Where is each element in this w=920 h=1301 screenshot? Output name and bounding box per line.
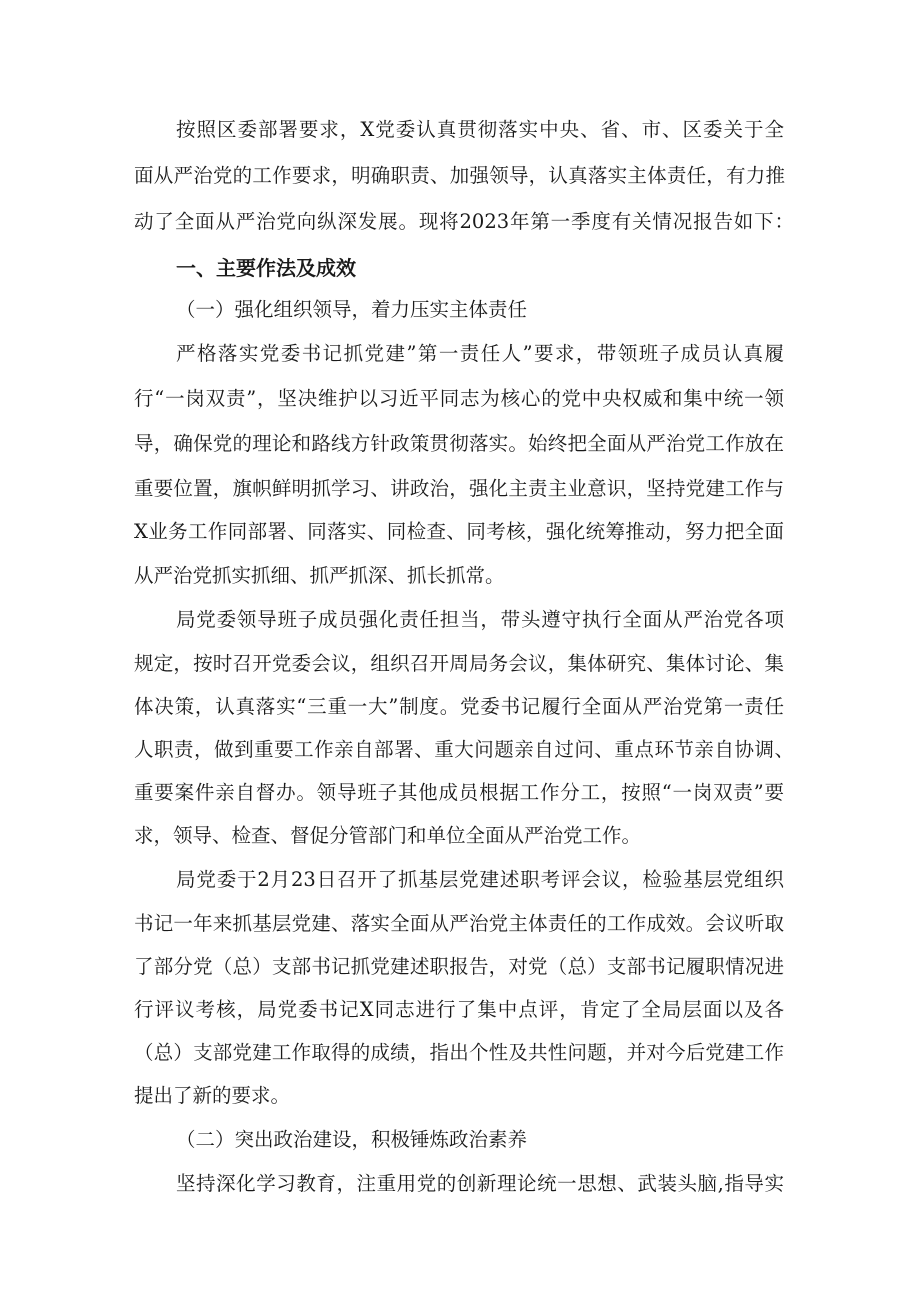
paragraph-4-line-1: 局党委于2月23日召开了抓基层党建述职考评会议，检验基层党组织 <box>176 868 784 891</box>
paragraph-2-line-3: 导，确保党的理论和路线方针政策贯彻落实。始终把全面从严治党工作放在 <box>134 432 784 455</box>
paragraph-3-line-1: 局党委领导班子成员强化责任担当，带头遵守执行全面从严治党各项 <box>176 608 784 631</box>
paragraph-2-line-5: X业务工作同部署、同落实、同检查、同考核，强化统筹推动，努力把全面 <box>134 520 784 543</box>
paragraph-3-line-4: 人职责，做到重要工作亲自部署、重大问题亲自过问、重点环节亲自协调、 <box>134 738 794 761</box>
paragraph-1-line-3: 动了全面从严治党向纵深发展。现将2023年第一季度有关情况报告如下： <box>134 210 794 233</box>
paragraph-2-line-2: 行“一岗双责”，坚决维护以习近平同志为核心的党中央权威和集中统一领 <box>134 387 784 410</box>
paragraph-3-line-2: 规定，按时召开党委会议，组织召开周局务会议，集体研究、集体讨论、集 <box>134 652 784 675</box>
paragraph-3-line-6: 求，领导、检查、督促分管部门和单位全面从严治党工作。 <box>134 824 642 847</box>
section-heading-1: 一、主要作法及成效 <box>176 256 356 280</box>
paragraph-2-line-4: 重要位置，旗帜鲜明抓学习、讲政治，强化主责主业意识，坚持党建工作与 <box>134 477 784 500</box>
paragraph-2-line-6: 从严治党抓实抓细、抓严抓深、抓长抓常。 <box>134 564 505 587</box>
paragraph-1-line-1: 按照区委部署要求，X党委认真贯彻落实中央、省、市、区委关于全 <box>176 118 784 141</box>
paragraph-3-line-5: 重要案件亲自督办。领导班子其他成员根据工作分工，按照“一岗双责”要 <box>134 781 784 804</box>
paragraph-4-line-5: （总）支部党建工作取得的成绩，指出个性及共性问题，并对今后党建工作 <box>134 1041 784 1064</box>
paragraph-2-line-1: 严格落实党委书记抓党建”第一责任人”要求，带领班子成员认真履 <box>176 342 784 365</box>
paragraph-3-line-3: 体决策，认真落实“三重一大”制度。党委书记履行全面从严治党第一责任 <box>134 695 784 718</box>
paragraph-4-line-2: 书记一年来抓基层党建、落实全面从严治党主体责任的工作成效。会议听取 <box>134 912 784 935</box>
paragraph-1-line-2: 面从严治党的工作要求，明确职责、加强领导，认真落实主体责任，有力推 <box>134 164 785 187</box>
paragraph-5-line-1: 坚持深化学习教育，注重用党的创新理论统一思想、武装头脑,指导实 <box>176 1172 784 1195</box>
subsection-heading-1: （一）强化组织领导，着力压实主体责任 <box>176 298 528 321</box>
paragraph-4-line-4: 行评议考核，局党委书记X同志进行了集中点评，肯定了全局层面以及各 <box>134 998 784 1021</box>
subsection-heading-2: （二）突出政治建设，积极锤炼政治素养 <box>176 1128 528 1151</box>
paragraph-4-line-3: 了部分党（总）支部书记抓党建述职报告，对党（总）支部书记履职情况进 <box>134 955 784 978</box>
paragraph-4-line-6: 提出了新的要求。 <box>134 1084 291 1107</box>
